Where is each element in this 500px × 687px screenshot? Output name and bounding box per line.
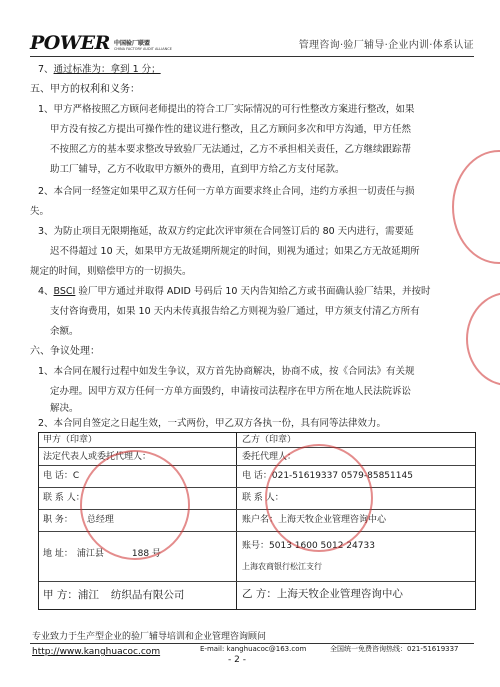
party-a-phone-label bbox=[43, 471, 79, 482]
party-b-account-number-key: 账号： bbox=[242, 541, 270, 551]
party-b-account-key: 账户名： bbox=[242, 515, 279, 525]
party-a-title-key: 职 务： bbox=[43, 515, 73, 525]
clause-6-1-line-2: 定办理。因甲方双方任何一方单方面毁约，申请按司法程序在甲方所在地人民法院诉讼 bbox=[50, 386, 412, 397]
edge-seal-stamp-bottom bbox=[466, 292, 500, 386]
party-a-address-value: 浦江县 bbox=[76, 549, 104, 559]
header-divider bbox=[30, 56, 474, 57]
party-a-phone-key: 电 话： bbox=[43, 471, 73, 481]
party-b-account-value: 上海天牧企业管理咨询中心 bbox=[278, 515, 387, 525]
party-b-seal-stamp bbox=[265, 444, 373, 552]
party-a-phone-value: C bbox=[72, 471, 80, 481]
party-b-phone-value: 021-51619337 0579-85851145 bbox=[271, 471, 413, 481]
clause-6-2-line-1: 2、本合同自签定之日起生效，一式两份，甲乙双方各执一份，具有同等法律效力。 bbox=[38, 418, 387, 429]
clause-5-2-line-1: 2、本合同一经签定如果甲乙双方任何一方单方面要求终止合同，违约方承担一切责任与损 bbox=[38, 186, 415, 197]
party-a-name-part-2: 纺织品有限公司 bbox=[110, 589, 185, 601]
party-a-representative-label: 法定代表人或委托代理人： bbox=[43, 452, 152, 462]
section-5-title: 五、甲方的权利和义务： bbox=[30, 84, 140, 95]
party-a-name-label bbox=[43, 590, 184, 601]
page-header bbox=[30, 30, 474, 52]
party-b-name-label bbox=[242, 589, 403, 600]
party-a-address-number: 188 号 bbox=[131, 549, 161, 559]
logo-chinese: 中国验厂联盟 bbox=[113, 40, 150, 47]
clause-6-1-line-1: 1、本合同在履行过程中如发生争议，双方首先协商解决，协商不成，按《合同法》有关规 bbox=[38, 366, 415, 377]
table-rule bbox=[39, 447, 475, 448]
party-a-seal-stamp bbox=[80, 450, 190, 560]
clause-5-3-line-1: 3、为防止项目无限期拖延，故双方约定此次评审须在合同签订后的 80 天内进行，需要延 bbox=[38, 226, 414, 237]
clause-5-4-line-3: 余额。 bbox=[50, 326, 79, 337]
party-b-name-value: 上海天牧企业管理咨询中心 bbox=[276, 588, 403, 600]
footer-hotline: 全国统一免费咨询热线：021-51619337 bbox=[330, 645, 459, 653]
bsci-label: BSCI bbox=[53, 286, 76, 297]
website-url[interactable]: http://www.kanghuacoc.com bbox=[32, 647, 161, 657]
party-a-key: 甲 方： bbox=[43, 589, 78, 601]
footer-email: E-mail: kanghuacoc@163.com bbox=[200, 645, 307, 653]
clause-5-4-line-2: 支付咨询费用，如果 10 天内未传真报告给乙方则视为验厂通过，甲方须支付清乙方所有 bbox=[50, 306, 420, 317]
company-logo bbox=[30, 32, 172, 52]
clause-5-1-line-3: 不按照乙方的基本要求整改导致验厂无法通过，乙方不承担相关责任，乙方继续跟踪帮 bbox=[50, 144, 412, 155]
clause-5-4-text: 验厂甲方通过并取得 ADID 号码后 10 天内告知给乙方或书面确认验厂结果，并按时 bbox=[75, 286, 431, 297]
item-7 bbox=[38, 64, 161, 76]
item-7-text: 通过标准为：拿到 1 分； bbox=[53, 64, 161, 75]
clause-5-4-number: 4、 bbox=[38, 286, 54, 297]
logo-english: CHINA FACTORY AUDIT ALLIANCE bbox=[113, 47, 172, 51]
section-6-title: 六、争议处理： bbox=[30, 346, 100, 357]
table-column-divider bbox=[236, 433, 237, 609]
party-b-bank-name: 上海农商银行松江支行 bbox=[242, 562, 322, 571]
party-b-seal-header: 乙方（印章） bbox=[242, 435, 297, 445]
clause-5-4-line-1 bbox=[38, 286, 431, 298]
footer-website-link[interactable] bbox=[32, 647, 160, 658]
party-b-contact-label: 联 系 人： bbox=[242, 493, 284, 503]
party-a-seal-header: 甲方（印章） bbox=[43, 435, 98, 445]
clause-5-3-line-2: 迟不得超过 10 天，如果甲方无故延期所规定的时间，则视为通过；如果乙方无故延期所 bbox=[50, 246, 420, 257]
footer-slogan: 专业致力于生产型企业的验厂辅导培训和企业管理咨询顾问 bbox=[32, 632, 267, 642]
page-number: - 2 - bbox=[228, 655, 246, 665]
edge-seal-stamp-top bbox=[452, 150, 500, 264]
party-b-account-number-value: 5013 1600 5012 24733 bbox=[269, 541, 375, 551]
party-a-name-part-1: 浦江 bbox=[77, 589, 99, 601]
logo-text: POWER bbox=[30, 32, 110, 54]
clause-5-3-line-3: 规定的时间，则赔偿甲方的一切损失。 bbox=[30, 266, 192, 277]
party-b-phone-key: 电 话： bbox=[242, 471, 272, 481]
clause-5-1-line-1: 1、甲方严格按照乙方顾问老师提出的符合工厂实际情况的可行性整改方案进行整改，如果 bbox=[38, 104, 415, 115]
party-b-representative-label: 委托代理人： bbox=[242, 452, 297, 462]
clause-6-1-line-3: 解决。 bbox=[50, 403, 79, 414]
clause-5-1-line-4: 助工厂辅导，乙方不收取甲方额外的费用，直到甲方给乙方支付尾款。 bbox=[50, 164, 345, 175]
party-a-address-key: 地 址： bbox=[43, 549, 73, 559]
header-tagline: 管理咨询·验厂辅导·企业内训·体系认证 bbox=[298, 40, 474, 51]
clause-5-1-line-2: 甲方没有按乙方提出可操作性的建议进行整改，且乙方顾问多次和甲方沟通，甲方任然 bbox=[50, 124, 412, 135]
party-a-contact-label: 联 系 人： bbox=[43, 493, 85, 503]
table-rule bbox=[39, 581, 475, 582]
clause-5-2-line-2: 失。 bbox=[30, 206, 50, 217]
party-b-key: 乙 方： bbox=[242, 588, 277, 600]
party-a-title-value: 总经理 bbox=[86, 515, 114, 525]
item-7-number: 7、 bbox=[38, 64, 54, 75]
